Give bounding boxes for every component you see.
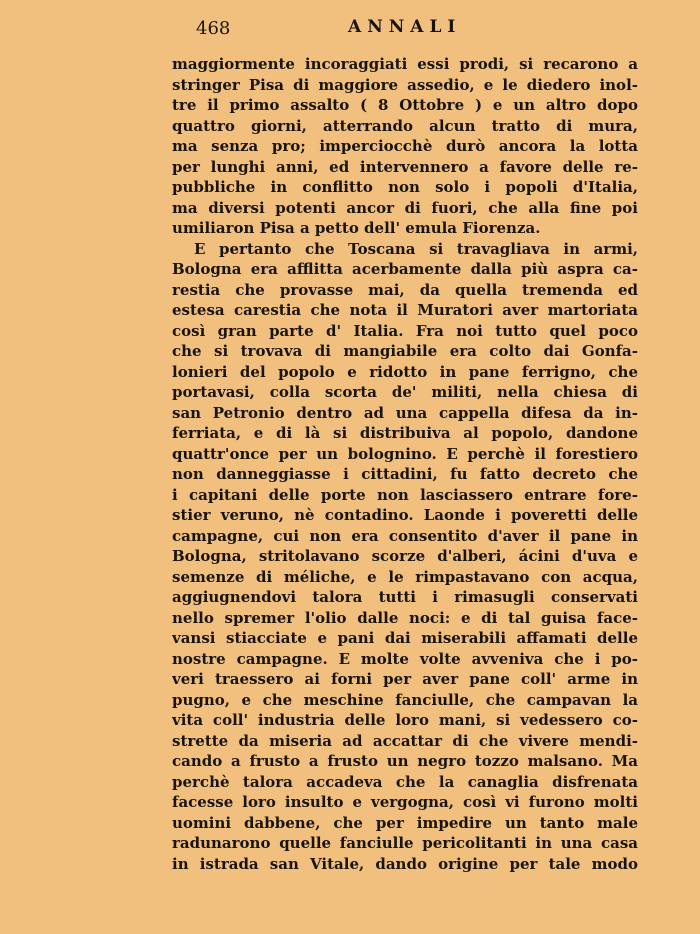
text-line: quattr'once per un bolognino. E perchè il forestiero xyxy=(172,444,638,463)
text-line: aggiugnendovi talora tutti i rimasugli conservati xyxy=(172,588,638,606)
text-line: portavasi, colla scorta de' militi, nella chiesa di xyxy=(172,383,638,401)
text-line: facesse loro insulto e vergogna, così vi furono molti xyxy=(172,793,638,811)
text-line: nello spremer l'olio dalle noci: e di tal guisa face- xyxy=(172,608,638,627)
text-line: nostre campagne. E molte volte avveniva che i po- xyxy=(172,649,638,668)
text-line: restia che provasse mai, da quella tremenda ed xyxy=(172,280,638,299)
text-line: strette da miseria ad accattar di che vivere mendi- xyxy=(172,731,638,750)
text-line: che si trovava di mangiabile era colto dai Gonfa- xyxy=(172,342,638,360)
text-line: così gran parte d' Italia. Fra noi tutto quel poco xyxy=(172,321,638,340)
text-line: veri traessero ai forni per aver pane coll' arme in xyxy=(172,670,638,688)
text-line: cando a frusto a frusto un negro tozzo malsano. Ma xyxy=(172,752,638,770)
text-line: perchè talora accadeva che la canaglia disfrenata xyxy=(172,772,638,791)
text-line: per lunghi anni, ed intervennero a favore delle re- xyxy=(172,157,638,176)
text-line: quattro giorni, atterrando alcun tratto di mura, xyxy=(172,116,638,135)
text-line: pubbliche in conflitto non solo i popoli d'Italia, xyxy=(172,178,638,196)
text-line: Bologna, stritolavano scorze d'alberi, ácini d'uva e xyxy=(172,547,638,565)
text-line: uomini dabbene, che per impedire un tanto male xyxy=(172,813,638,832)
text-line: ma diversi potenti ancor di fuori, che alla fine poi xyxy=(172,198,638,217)
text-line: vansi stiacciate e pani dai miserabili affamati delle xyxy=(172,629,638,647)
text-line: semenze di méliche, e le rimpastavano con acqua, xyxy=(172,567,638,586)
text-line: pugno, e che meschine fanciulle, che campavan la xyxy=(172,690,638,709)
text-line: radunarono quelle fanciulle pericolitanti in una casa xyxy=(172,834,638,852)
text-line: lonieri del popolo e ridotto in pane ferrigno, che xyxy=(172,362,638,381)
text-line: maggiormente incoraggiati essi prodi, si recarono a xyxy=(172,55,638,73)
text-line: Bologna era afflitta acerbamente dalla più aspra ca- xyxy=(172,260,638,278)
text-line: non danneggiasse i cittadini, fu fatto decreto che xyxy=(172,465,638,483)
text-line: tre il primo assalto ( 8 Ottobre ) e un altro dopo xyxy=(172,96,638,114)
text-line: campagne, cui non era consentito d'aver il pane in xyxy=(172,526,638,545)
text-line: in istrada san Vitale, dando origine per tale modo xyxy=(172,854,638,873)
paragraph xyxy=(172,54,638,239)
text-line: stier veruno, nè contadino. Laonde i poveretti delle xyxy=(172,506,638,524)
page-number: 468 xyxy=(196,18,231,39)
text-line: estesa carestia che nota il Muratori aver martoriata xyxy=(172,301,638,319)
text-line: i capitani delle porte non lasciassero entrare fore- xyxy=(172,485,638,504)
text-line: vita coll' industria delle loro mani, si vedessero co- xyxy=(172,711,638,729)
body-text xyxy=(172,54,638,874)
page-header xyxy=(0,14,700,44)
text-line: E pertanto che Toscana si travagliava in armi, xyxy=(194,239,638,258)
text-line: ma senza pro; imperciocchè durò ancora la lotta xyxy=(172,137,638,155)
paragraph xyxy=(172,239,638,875)
text-line: ferriata, e di là si distribuiva al popolo, dandone xyxy=(172,424,638,442)
text-line: umiliaron Pisa a petto dell' emula Fiorenza. xyxy=(172,219,541,237)
running-title: ANNALI xyxy=(348,17,462,37)
text-line: san Petronio dentro ad una cappella difesa da in- xyxy=(172,403,638,422)
text-line: stringer Pisa di maggiore assedio, e le diedero inol- xyxy=(172,75,638,94)
